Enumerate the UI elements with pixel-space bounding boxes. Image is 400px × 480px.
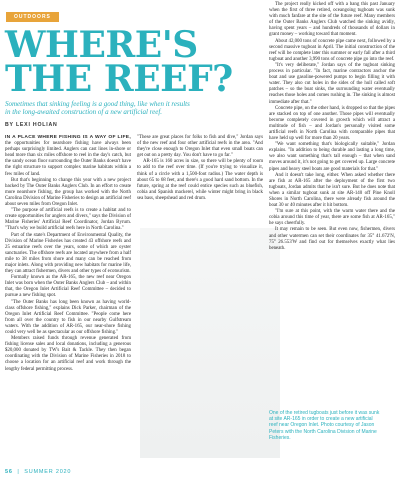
paragraph: "These are great places for folks to fish and dive," Jordan says of the new reef and four other artificial reefs in the area. "And they're close enough to Oregon Inlet that even small boats can get out on a pretty day. You don't have to go far." [137,135,263,159]
paragraph: Concrete pipe, on the other hand, is dropped so that the pipes are stacked on top of one another. Those pipes will eventually become completely covered in growth which will attract a multitude of fish – and Jordan's personally visited some artificial reefs in North Carolina with comparable pipes that have held up well for more than 20 years. [269,105,395,142]
issue-label: SUMMER 2020 [24,469,72,475]
paragraph: Members raised funds through revenue generated from fishing license sales and local donations, including a generous $20,000 donated by TW's Bait & Tackle. They then began coordinating with the Division of Marine Fisheries in 2018 to choose a location for an artificial reef and work through the lengthy federal permitting process. [5,336,131,372]
body-column-1 [5,135,131,373]
paragraph: "We want something that's biologically suitable," Jordan explains. "In addition to being durable and lasting a long time, we also want something that's tall enough – that when sand moves around it, it's not going to get covered up. Large concrete pipes and heavy steel boats are good materials for that." [269,142,395,172]
paragraph-text: the opportunities for nearshore fishing have always been perhaps surprisingly limited. Anglers can cast lines in-shore or head more than six miles offshore to reel in the day's catch, but the sandy ocean floor surrounding the Outer Banks doesn't have the right structure to support complex marine habitats within a few miles of land. [5,141,131,177]
paragraph: Part of the state's Department of Environmental Quality, the Division of Marine Fisheries has created 43 offshore reefs and 25 estuarine reefs over the years, some of which are oyster sanctuaries. The offshore reefs are located anywhere from a half mile to 38 miles from shore and many can be reached from major inlets. Along with providing new habitats for marine life, they can attract fishermen, divers and other types of ecotourism. [5,232,131,275]
paragraph: "The Outer Banks has long been known as having world-class offshore fishing," explains Dick Parker, chairman of the Oregon Inlet Artificial Reef Committee. "People come here from all over the country to fish in our nearby Gulfstream waters. With the addition of AR-165, our near-shore fishing could very well be as spectacular as our offshore fishing." [5,299,131,335]
photo-caption: One of the retired tugboats just before it was sunk at site AR-165 in order to create a new artificial reef near Oregon Inlet. Photo courtesy of Jason Peters with the North Carolina Division of Marine Fisheries. [269,410,380,441]
article-subtitle: Sometimes that sinking feeling is a good thing, like when it results in the long-awaited construction of a new artificial reef. [5,100,190,117]
paragraph: It may remain to be seen. But even now, fishermen, divers and other watermen can set their coordinates for 35° 41.672'N, 75° 26.553'W and find out for themselves exactly what lies beneath. [269,227,395,251]
footer-divider: | [15,469,22,475]
page-number: 56 [5,469,13,475]
article-title [5,24,233,100]
lead-in: IN A PLACE WHERE FISHING IS A WAY OF LIFE, [5,135,131,140]
paragraph: "It's very deliberate," Jordan says of the tugboat sinking process in particular. "In fact, marine contractors anchor the boat and use gasoline-powered pumps to begin filling it with water. They also cut holes in the sides of the hull called soft patches – so the boat sinks, the surrounding water eventually reaches those holes and comes rushing in. The sinking is almost immediate after that." [269,62,395,105]
paragraph: "I'm sure at this point, with the warm water there and the cobia around this time of year, there are some fish at AR-165," he says cheerfully. [269,209,395,227]
body-column-3 [269,2,395,252]
paragraph: "The purpose of artificial reefs is to create a habitat and to create opportunities for anglers and divers," says the Division of Marine Fisheries' Artificial Reef Coordinator, Jordan Byrum. "That's why we build artificial reefs here in North Carolina." [5,208,131,232]
paragraph: But that's beginning to change this year with a new project backed by The Outer Banks Anglers Club. In an effort to create more nearshore fishing, the group has worked with the North Carolina Division of Marine Fisheries to design an artificial reef about seven miles from Oregon Inlet. [5,177,131,208]
tugboat-photo [140,228,280,458]
paragraph: The project really kicked off with a bang this past January when the first of three retired, oceangoing tugboats was sunk with much fanfare at the site of the future reef. Many members of the Outer Banks Anglers Club watched the sinking avidly, having spent years – and hundreds of thousands of dollars in grant money – working toward that moment. [269,2,395,38]
page-footer [5,469,71,475]
paragraph [5,135,131,178]
section-tag: OUTDOORS [6,12,59,22]
paragraph: About 42,000 tons of concrete pipe came next, followed by a second massive tugboat in April. The initial construction of the reef will be complete later this summer or early fall after a third tugboat and another 3,990 tons of concrete pipe go into the reef. [269,38,395,62]
paragraph: And it doesn't take long, either. When asked whether there are fish at AR-165 after the deployment of the first two tugboats, Jordan admits that he isn't sure. But he does note that when a similar tugboat sunk at site AR-140 off Pine Knoll Shores in North Carolina, there were already fish around the boat 30 or 40 minutes after it hit bottom. [269,172,395,209]
paragraph: Formally known as the AR-165, the new reef near Oregon Inlet was born when the Outer Banks Anglers Club – and within that, the Oregon Inlet Artificial Reef Committee – decided to pursue a new fishing spot. [5,275,131,299]
title-line-1: WHERE'S [5,24,198,66]
paragraph: AR-165 is 160 acres in size, so there will be plenty of room to add to the reef over time. (If you're trying to visualize it, think of a circle with a 1,500-foot radius.) The water depth is about 65 to 68 feet, and there's a good hard sand bottom. In the future, spring at the reef could entice species such as bluefish, cobia and Spanish mackerel, while winter might bring in black sea bass, sheepshead and red drum. [137,159,263,201]
title-line-2: THE REEF? [5,58,233,100]
byline: BY LEXI HOLIAN [5,122,58,128]
body-column-2 [137,135,263,202]
